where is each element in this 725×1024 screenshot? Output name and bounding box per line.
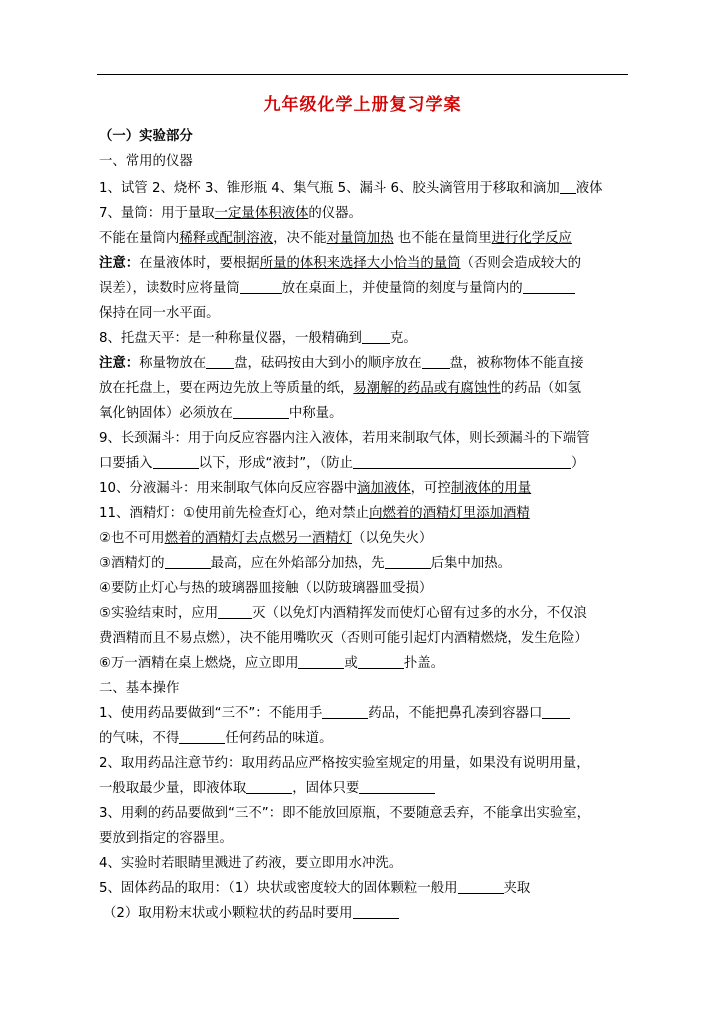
text: 放在托盘上，要在两边先放上等质量的纸，	[99, 381, 354, 396]
text: 11、酒精灯：①使用前先检查灯心，绝对禁止	[99, 506, 370, 521]
text-line	[99, 780, 631, 798]
text: （2）取用粉末状或小颗粒状的药品时要用	[103, 906, 353, 921]
text: ，可控	[410, 481, 451, 496]
text-line: 费酒精而且不易点燃），决不能用嘴吹灭（否则可能引起灯内酒精燃烧，发生危险）	[99, 631, 588, 646]
fill-blank	[153, 455, 199, 469]
underlined-text: 制液体的用量	[450, 481, 532, 496]
text-line: ④要防止灯心与热的玻璃器皿接触（以防玻璃器皿受损）	[99, 581, 433, 596]
text: 称量物放在	[139, 356, 207, 371]
text: 夹取	[503, 881, 531, 896]
text: 1、试管 2、烧杯 3、锥形瓶 4、集气瓶 5、漏斗 6、胶头滴管用于移取和滴加	[99, 181, 560, 196]
text: 扑盖。	[403, 656, 445, 671]
text: 盘，砝码按由大到小的顺序放在	[234, 356, 422, 371]
section-heading: （一）实验部分	[99, 129, 193, 144]
underlined-text: 进行化学反应	[491, 231, 572, 246]
text: 7、量筒：用于量取	[99, 206, 215, 221]
text: ⑤实验结束时，应用	[99, 606, 219, 621]
underlined-text: 稀释或配制溶液	[179, 231, 274, 246]
text-line	[99, 355, 631, 373]
underlined-text: 一定量体积液体	[214, 206, 309, 221]
text-line	[99, 480, 631, 498]
text-line: 3、用剩的药品要做到“三不”：即不能放回原瓶，不要随意丢弃，不能拿出实验室，	[99, 806, 591, 821]
fill-blank	[422, 355, 450, 369]
text-line	[99, 205, 631, 223]
subheading-operations: 二、基本操作	[99, 681, 180, 696]
text-line	[99, 255, 631, 273]
text-line: 要放到指定的容器里。	[99, 831, 233, 846]
fill-blank	[523, 280, 575, 294]
fill-blank	[240, 280, 282, 294]
fill-blank	[358, 655, 404, 669]
fill-blank	[359, 780, 435, 794]
text: （以免失火）	[352, 531, 433, 546]
text: 最高，应在外焰部分加热，先	[210, 556, 385, 571]
text: 氧化钠固体）必须放在	[99, 406, 233, 421]
text: 后集中加热。	[430, 556, 511, 571]
underlined-text: 向燃着的酒精灯里添加酒精	[369, 506, 530, 521]
text: 以下，形成“液封”，（防止	[198, 456, 354, 471]
note-label: 注意：	[99, 256, 140, 271]
text-line	[99, 880, 631, 898]
text-line	[99, 730, 631, 748]
text: （否则会造成较大的	[460, 256, 582, 271]
text: 克。	[389, 331, 417, 346]
fill-blank	[218, 605, 252, 619]
text-line: 2、取用药品注意节约：取用药品应严格按实验室规定的用量，如果没有说明用量，	[99, 756, 590, 771]
text-line	[99, 505, 631, 523]
text: 任何药品的味道。	[225, 731, 333, 746]
text: 不能在量筒内	[99, 231, 180, 246]
text: 放在桌面上，并使量筒的刻度与量筒内的	[281, 281, 523, 296]
text: 5、固体药品的取用：（1）块状或密度较大的固体颗粒一般用	[99, 881, 458, 896]
text-line	[99, 655, 631, 673]
text: 一般取最少量，即液体取	[99, 781, 247, 796]
text-line	[99, 605, 631, 623]
text: ⑥万一酒精在桌上燃烧，应立即用	[99, 656, 299, 671]
text-line	[99, 280, 631, 298]
note-label: 注意：	[99, 356, 140, 371]
fill-blank	[353, 455, 571, 469]
fill-blank	[542, 705, 570, 719]
text-line: 保持在同一水平面。	[99, 306, 220, 321]
fill-blank	[385, 555, 431, 569]
text-line	[99, 330, 631, 348]
text: 的气味，不得	[99, 731, 180, 746]
text-line: 4、实验时若眼睛里溅进了药液，要立即用水冲洗。	[99, 856, 403, 871]
text: ③酒精灯的	[99, 556, 165, 571]
text: 误差），读数时应将量筒	[99, 281, 240, 296]
text-line	[99, 405, 631, 423]
text: 盘，被称物体不能直接	[449, 356, 584, 371]
fill-blank	[233, 405, 289, 419]
text: 的药品（如氢	[500, 381, 582, 396]
text: 10、分液漏斗：用来制取气体向反应容器中	[99, 481, 358, 496]
fill-blank	[298, 655, 344, 669]
text-line	[99, 180, 631, 198]
fill-blank	[246, 780, 292, 794]
text: ②也不可用	[99, 531, 165, 546]
header-rule	[97, 74, 628, 75]
text: 或	[344, 656, 358, 671]
text: ，固体只要	[292, 781, 360, 796]
text-line	[99, 455, 631, 473]
fill-blank	[165, 555, 211, 569]
underlined-text: 对量筒加热	[326, 231, 394, 246]
fill-blank	[560, 180, 576, 194]
text-line	[99, 230, 631, 248]
text: 1、使用药品要做到“三不”：不能用手	[99, 706, 323, 721]
text: 液体	[575, 181, 603, 196]
page-title: 九年级化学上册复习学案	[263, 95, 462, 115]
underlined-text: 滴加液体	[357, 481, 411, 496]
text: 8、托盘天平：是一种称量仪器，一般精确到	[99, 331, 362, 346]
text: 中称量。	[288, 406, 343, 421]
text-line	[99, 530, 631, 548]
fill-blank	[322, 705, 368, 719]
text: 灭（以免灯内酒精挥发而使灯心留有过多的水分，不仅浪	[252, 606, 587, 621]
fill-blank	[206, 355, 234, 369]
text-line	[99, 555, 631, 573]
text: 口要插入	[99, 456, 153, 471]
subheading-instruments: 一、常用的仪器	[99, 154, 193, 169]
text-line	[99, 380, 631, 398]
text: ，决不能	[273, 231, 327, 246]
text-line: 9、长颈漏斗：用于向反应容器内注入液体，若用来制取气体，则长颈漏斗的下端管	[99, 431, 590, 446]
fill-blank	[362, 330, 390, 344]
underlined-text: 易潮解的药品或有腐蚀性	[353, 381, 501, 396]
text: 在量液体时，要根据	[139, 256, 260, 271]
text: 也不能在量筒里	[393, 231, 492, 246]
underlined-text: 所量的体积来选择大小恰当的量筒	[259, 256, 461, 271]
fill-blank	[353, 905, 399, 919]
fill-blank	[458, 880, 504, 894]
text: 药品，不能把鼻孔凑到容器口	[368, 706, 543, 721]
text-line	[99, 705, 631, 723]
fill-blank	[179, 730, 225, 744]
text-line	[103, 905, 635, 923]
text: ）	[571, 456, 585, 471]
underlined-text: 燃着的酒精灯去点燃另一酒精灯	[164, 531, 353, 546]
text: 的仪器。	[308, 206, 362, 221]
